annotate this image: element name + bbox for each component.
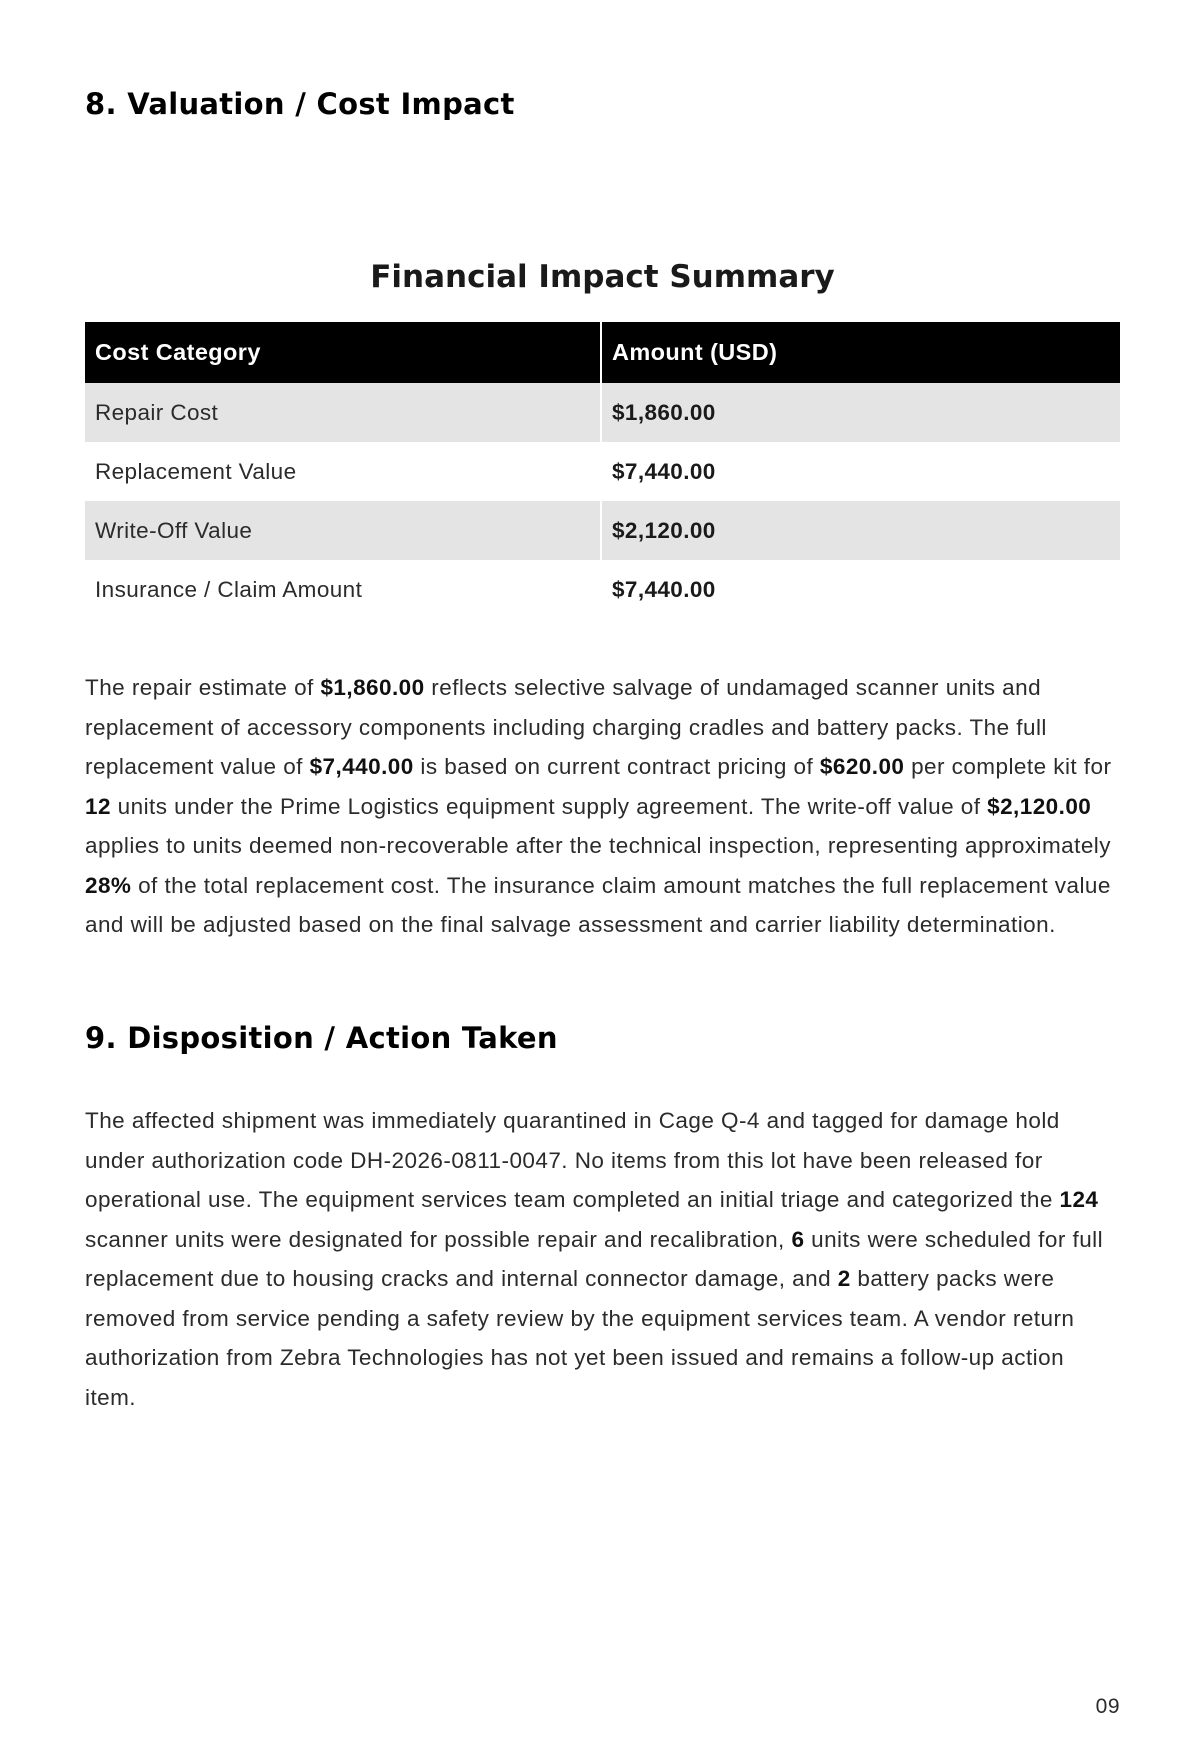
emphasis-replacement-value: $7,440.00 [309, 754, 414, 779]
amount-cell: $2,120.00 [601, 501, 1120, 560]
cost-category-cell: Repair Cost [85, 383, 601, 442]
table-title: Financial Impact Summary [370, 259, 835, 295]
disposition-paragraph [85, 1101, 1120, 1417]
section-heading-disposition: 9. Disposition / Action Taken [85, 1021, 558, 1055]
text-run: units under the Prime Logistics equipment supply agreement. The write-off value of [110, 793, 988, 819]
section-heading-valuation: 8. Valuation / Cost Impact [85, 87, 515, 121]
emphasis-write-off-value: $2,120.00 [987, 793, 1092, 819]
text-run: of the total replacement cost. The insurance claim amount matches the full replacement value and will be adjusted based on the final salvage assessment and carrier liability determination. [85, 872, 1111, 937]
table-row [85, 383, 1120, 442]
table-row [85, 442, 1120, 501]
text-run: units were scheduled for full replacement due to housing cracks and internal connector damage, and [85, 1226, 1104, 1291]
text-run: reflects selective salvage of undamaged scanner units and replacement of accessory components including charging cradles and battery packs. The full replacement value of [85, 675, 1047, 779]
emphasis-scanner-count: 124 [1059, 1187, 1099, 1212]
emphasis-replacement-count: 6 [791, 1226, 805, 1252]
amount-cell: $1,860.00 [601, 383, 1120, 442]
table-header-row [85, 322, 1120, 383]
emphasis-percentage: 28% [85, 872, 132, 898]
page-number: 09 [1095, 1695, 1120, 1718]
text-run: is based on current contract pricing of [413, 754, 820, 779]
emphasis-repair-estimate: $1,860.00 [320, 675, 425, 700]
emphasis-unit-count: 12 [85, 793, 111, 819]
financial-impact-table [85, 322, 1120, 619]
emphasis-battery-count: 2 [837, 1266, 851, 1291]
text-run: battery packs were removed from service pending a safety review by the equipment services team. A vendor return authorization from Zebra Technologies has not yet been issued and remains a follow-up action item. [85, 1266, 1075, 1410]
text-run: The affected shipment was immediately quarantined in Cage Q-4 and tagged for damage hold under authorization code DH-2026-0811-0047. No items from this lot have been released for operational use. The equipment services team completed an initial triage and categorized the [85, 1108, 1060, 1212]
amount-cell: $7,440.00 [601, 560, 1120, 619]
amount-cell: $7,440.00 [601, 442, 1120, 501]
valuation-paragraph [85, 668, 1120, 945]
column-header-cost-category: Cost Category [85, 322, 601, 383]
cost-category-cell: Replacement Value [95, 458, 297, 484]
text-run: The repair estimate of [85, 675, 321, 700]
text-run: applies to units deemed non-recoverable after the technical inspection, representing approximately [85, 833, 1111, 858]
emphasis-kit-price: $620.00 [819, 754, 905, 779]
cost-category-cell: Insurance / Claim Amount [95, 576, 363, 602]
table-row [85, 560, 1120, 619]
table-row [85, 501, 1120, 560]
text-run: per complete kit for [904, 754, 1112, 779]
cost-category-cell: Write-Off Value [85, 501, 601, 560]
text-run: scanner units were designated for possible repair and recalibration, [85, 1226, 792, 1252]
column-header-amount: Amount (USD) [601, 322, 1120, 383]
